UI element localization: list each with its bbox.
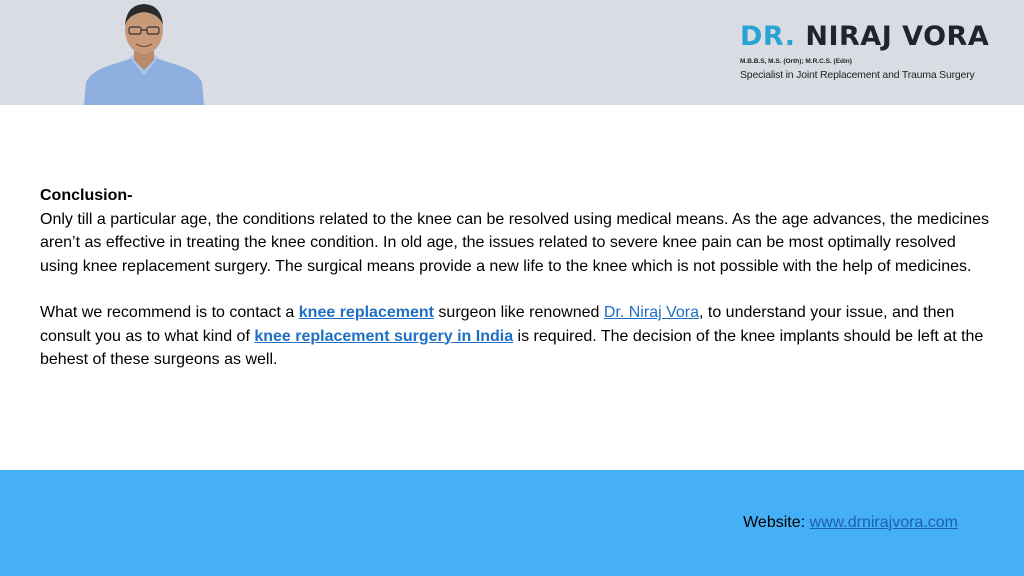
doctor-photo [84, 0, 204, 105]
brand-prefix: DR. [740, 21, 796, 52]
brand-logo [740, 20, 1010, 81]
recommendation-text-1: What we recommend is to contact a [40, 304, 299, 321]
recommendation-text-3: , to understand your issue, and then consult you as to what kind of [40, 304, 955, 345]
knee-replacement-surgery-india-link[interactable]: knee replacement surgery in India [254, 327, 514, 345]
main-content [40, 184, 990, 372]
conclusion-paragraph: Only till a particular age, the conditions related to the knee can be resolved using medical means. As the age advances, the medicines aren’t as effective in treating the knee condition. In old age, the issues related to severe knee pain can be most optimally resolved using knee replacement surgery. The surgical means provide a new life to the knee which is not possible with the help of medicines. [40, 210, 989, 275]
brand-name [740, 20, 1010, 54]
brand-qualifications: M.B.B.S, M.S. (Orth); M.R.C.S. (Edin) [740, 58, 852, 65]
dr-niraj-vora-link[interactable]: Dr. Niraj Vora [603, 304, 699, 321]
brand-surname: NIRAJ VORA [805, 21, 990, 52]
header-banner [0, 0, 1024, 105]
website-line [743, 514, 958, 532]
paragraph-spacer [40, 278, 990, 301]
website-link[interactable]: www.drnirajvora.com [809, 514, 958, 531]
conclusion-heading: Conclusion- [40, 187, 133, 204]
recommendation-paragraph [40, 301, 990, 372]
brand-tagline: Specialist in Joint Replacement and Trauma Surgery [740, 69, 975, 81]
footer-banner [0, 470, 1024, 576]
recommendation-text-4: is required. The decision of the knee implants should be left at the behest of these surgeons as well. [40, 327, 984, 368]
knee-replacement-link[interactable]: knee replacement [298, 304, 434, 321]
website-label: Website: [743, 514, 810, 531]
recommendation-text-2: surgeon like renowned [433, 304, 604, 321]
